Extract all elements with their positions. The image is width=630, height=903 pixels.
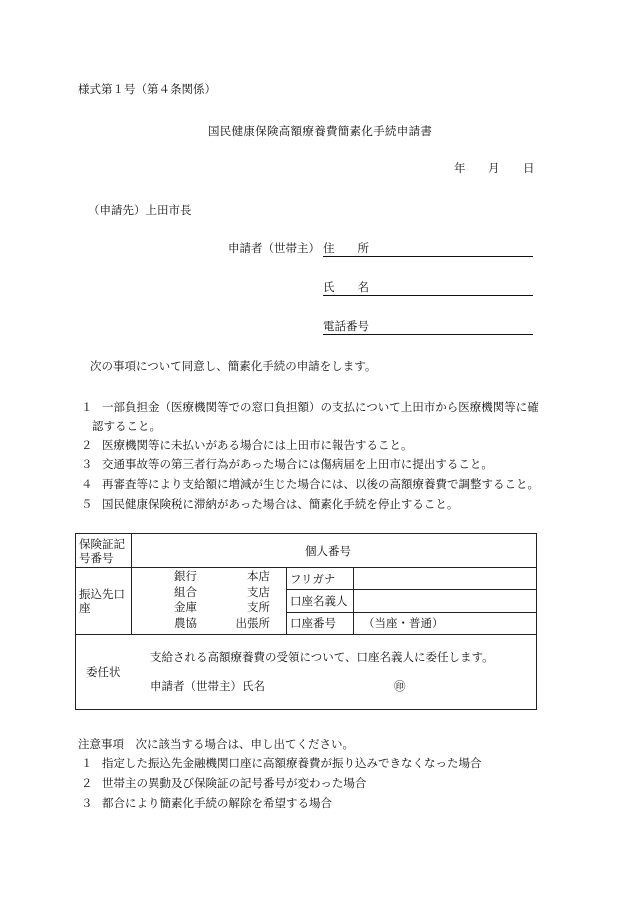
note-text: 都合により簡素化手続の解除を希望する場合 [102,796,332,810]
account-number-field[interactable] [354,612,537,634]
insurance-number-label: 保険証記号番号 [76,534,132,568]
account-number-label: 口座番号 [287,612,354,634]
account-holder-label: 口座名義人 [287,590,354,612]
institution-type[interactable]: 組合 [174,584,197,599]
condition-number: ４ [81,477,93,491]
date-month: 月 [488,161,500,175]
branch-type[interactable]: 出張所 [235,615,270,630]
proxy-label: 委任状 [86,665,121,679]
address-label: 住 所 [323,241,369,255]
furigana-label: フリガナ [287,568,354,590]
branch-type[interactable]: 支所 [247,600,270,614]
address-field[interactable] [323,256,533,257]
account-label: 振込先口座 [76,568,132,635]
furigana-field[interactable] [354,568,537,590]
recipient: （申請先）上田市長 [88,203,192,217]
proxy-section [76,635,537,710]
proxy-signer-label: 申請者（世帯主）氏名 [150,679,265,693]
note-text: 指定した振込先金融機関口座に高額療養費が振り込みできなくなった場合 [102,756,482,770]
notes-heading: 注意事項 次に該当する場合は、申し出てください。 [78,737,354,751]
condition-text: 国民健康保険税に滞納があった場合は、簡素化手続を停止すること。 [102,497,459,511]
phone-label: 電話番号 [323,319,369,333]
condition-text: 交通事故等の第三者行為があった場合には傷病届を上田市に提出すること。 [102,457,493,471]
condition-number: １ [81,400,93,414]
name-field[interactable] [323,295,533,296]
branch-type[interactable]: 本店 [247,569,270,583]
note-number: １ [81,756,93,770]
institution-type[interactable]: 金庫 [174,600,197,614]
institution-type[interactable]: 農協 [174,615,197,630]
proxy-text: 支給される高額療養費の受領について、口座名義人に委任します。 [150,650,494,664]
personal-number-cell[interactable] [132,534,537,568]
form-number: 様式第１号（第４条関係） [78,82,216,96]
phone-field[interactable] [323,334,533,335]
personal-number-label: 個人番号 [305,543,351,558]
note-number: ２ [81,776,93,790]
condition-text-continued: 認すること。 [92,419,161,433]
intro-text: 次の事項について同意し、簡素化手続の申請をします。 [90,359,377,373]
note-number: ３ [81,796,93,810]
date-year: 年 [454,161,466,175]
name-label: 氏 名 [323,280,369,294]
condition-text: 再審査等により支給額に増減が生じた場合には、以後の高額療養費で調整すること。 [102,477,539,491]
note-text: 世帯主の異動及び保険証の記号番号が変わった場合 [102,776,367,790]
application-table [75,533,537,710]
applicant-label: 申請者（世帯主） [228,241,320,255]
institution-type[interactable]: 銀行 [174,569,197,583]
condition-text: 医療機関等に未払いがある場合には上田市に報告すること。 [102,438,413,452]
seal-mark: ㊞ [394,679,406,693]
account-type-choice[interactable]: （当座・普通） [363,616,444,631]
institution-cell[interactable] [132,568,287,635]
form-title: 国民健康保険高額療養費簡素化手続申請書 [208,124,433,138]
condition-text: 一部負担金（医療機関等での窓口負担額）の支払について上田市から医療機関等に確 [102,400,539,414]
condition-number: ２ [81,438,93,452]
date-day: 日 [523,161,535,175]
condition-number: ５ [81,497,93,511]
branch-type[interactable]: 支店 [247,584,270,599]
account-holder-field[interactable] [354,590,537,612]
condition-number: ３ [81,457,93,471]
